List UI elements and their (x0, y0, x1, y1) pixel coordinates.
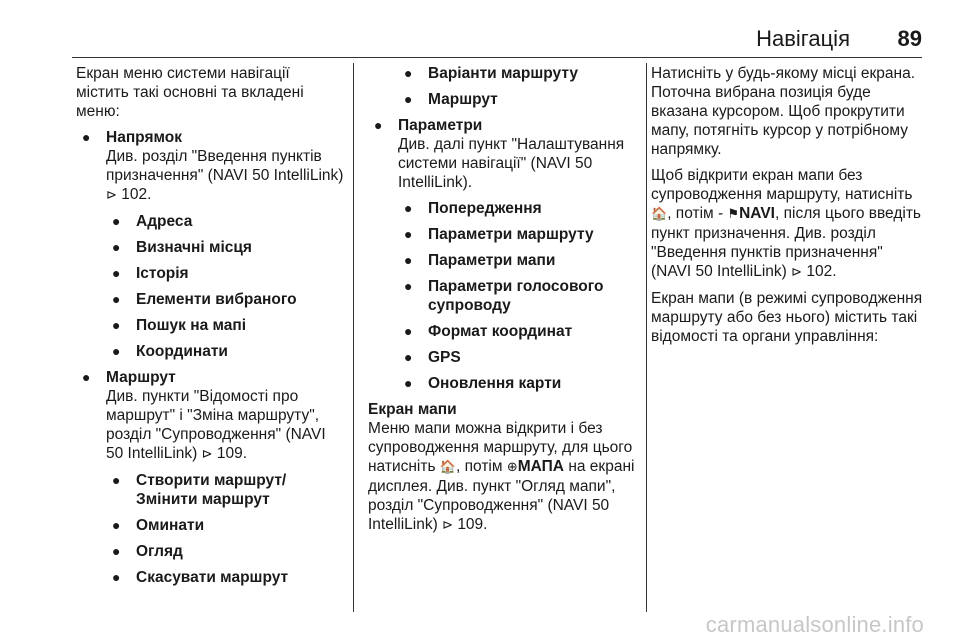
page-ref-arrow-icon: ⊳ (106, 188, 117, 203)
header-rule (72, 57, 922, 58)
list-item: ● Створити маршрут/Змінити маршрут (112, 472, 287, 508)
bullet-icon: ● (404, 65, 413, 81)
bullet-icon: ● (404, 349, 413, 365)
page-ref-arrow-icon: ⊳ (791, 265, 803, 280)
middle-column (368, 64, 638, 542)
list-item: ● Координати (112, 343, 228, 360)
bullet-icon: ● (112, 543, 121, 559)
list-item: ● Оновлення карти (404, 375, 562, 392)
page-ref: 102. (806, 263, 837, 280)
item-description: Див. далі пункт "Налаштування системи навігації" (NAVI 50 IntelliLink). (398, 136, 625, 191)
home-icon: 🏠 (439, 460, 457, 475)
submenu-marshrut (76, 471, 344, 587)
item-title: Напрямок (106, 129, 182, 146)
bullet-icon: ● (404, 226, 413, 242)
submenu-marshrut-cont (368, 64, 638, 109)
list-item: ● Визначні місця (112, 239, 252, 256)
item-title: Параметри (398, 117, 483, 134)
list-item: ● Огляд (112, 543, 183, 560)
bullet-icon: ● (112, 213, 121, 229)
flag-icon: ⚑ (727, 207, 740, 222)
column-divider-2 (646, 63, 647, 612)
bullet-icon: ● (112, 291, 121, 307)
bullet-icon: ● (112, 343, 121, 359)
list-item: ● Формат координат (404, 323, 573, 340)
page-number: 89 (897, 26, 922, 51)
page-ref-arrow-icon: ⊳ (442, 518, 453, 533)
bullet-icon: ● (404, 252, 413, 268)
bullet-icon: ● (82, 129, 91, 145)
list-item: ● Параметри маршруту (404, 226, 594, 243)
bullet-icon: ● (404, 200, 413, 216)
list-item: ● Адреса (112, 213, 193, 230)
list-item: ● Оминати (112, 517, 205, 534)
column-divider-1 (353, 63, 354, 612)
bullet-icon: ● (112, 569, 121, 585)
submenu-napryamok (76, 212, 344, 361)
list-item: ● Пошук на мапі (112, 317, 247, 334)
bullet-icon: ● (82, 369, 91, 385)
menu-item-parametry (368, 116, 638, 192)
bullet-icon: ● (112, 517, 121, 533)
watermark: carmanualsonline.info (705, 612, 924, 637)
list-item: ● Історія (112, 265, 189, 282)
list-item: ● Варіанти маршруту (404, 65, 578, 82)
item-title: Маршрут (106, 369, 176, 386)
item-description: Див. розділ "Введення пунктів призначення" (NAVI 50 IntelliLink) ⊳ 102. (106, 148, 344, 203)
menu-item-marshrut (76, 368, 344, 464)
page-ref: 102. (121, 186, 152, 203)
item-description: Див. пункти "Відомості про маршрут" і "Зміна маршруту", розділ "Супроводження" (NAVI 50 IntelliLink) ⊳ 109. (106, 388, 326, 462)
list-item: ● Скасувати маршрут (112, 569, 289, 586)
paragraph: Екран мапи (в режимі супроводження маршруту або без нього) містить такі відомості та органи управління: (651, 290, 923, 345)
page-header (72, 26, 922, 52)
bullet-icon: ● (404, 91, 413, 107)
paragraph: Натисніть у будь-якому місці екрана. Поточна вибрана позиція буде вказана курсором. Щоб прокрутити мапу, потягніть курсор у потрібному напрямку. (651, 65, 916, 158)
list-item: ● Елементи вибраного (112, 291, 297, 308)
bullet-icon: ● (404, 375, 413, 391)
list-item: ● Параметри голосового супроводу (404, 278, 604, 314)
map-globe-icon: ⊕ (506, 460, 518, 475)
list-item: ● GPS (404, 349, 461, 366)
menu-item-napryamok (76, 128, 344, 205)
map-screen-text: Меню мапи можна відкрити і без супроводження маршруту, для цього натисніть 🏠, потім ⊕МАПА на екрані дисплея. Див. пункт "Огляд мапи", розділ "Супроводження" (NAVI 50 IntelliLink) ⊳ 109. (368, 420, 635, 533)
intro-text: Екран меню системи навігації містить такі основні та вкладені меню: (76, 65, 304, 120)
page-title: Навігація (756, 26, 850, 51)
page-ref-arrow-icon: ⊳ (201, 447, 213, 462)
bullet-icon: ● (404, 278, 413, 294)
paragraph: Щоб відкрити екран мапи без супроводження маршруту, натисніть 🏠, потім - ⚑NAVI, після цього введіть пункт призначення. Див. розділ "Введення пунктів призначення" (NAVI 50 IntelliLink) ⊳ 102. (651, 167, 921, 280)
left-column (76, 64, 344, 594)
bullet-icon: ● (112, 265, 121, 281)
bullet-icon: ● (112, 317, 121, 333)
section-heading-map-screen: Екран мапи (368, 401, 457, 418)
list-item: ● Параметри мапи (404, 252, 556, 269)
bullet-icon: ● (404, 323, 413, 339)
bullet-icon: ● (112, 239, 121, 255)
bullet-icon: ● (374, 117, 383, 133)
page-ref: 109. (457, 516, 488, 533)
home-icon: 🏠 (651, 207, 668, 222)
list-item: ● Маршрут (404, 91, 498, 108)
list-item: ● Попередження (404, 200, 542, 217)
submenu-parametry (368, 199, 638, 393)
page-ref: 109. (216, 445, 248, 462)
bullet-icon: ● (112, 472, 121, 488)
right-column (651, 64, 927, 353)
